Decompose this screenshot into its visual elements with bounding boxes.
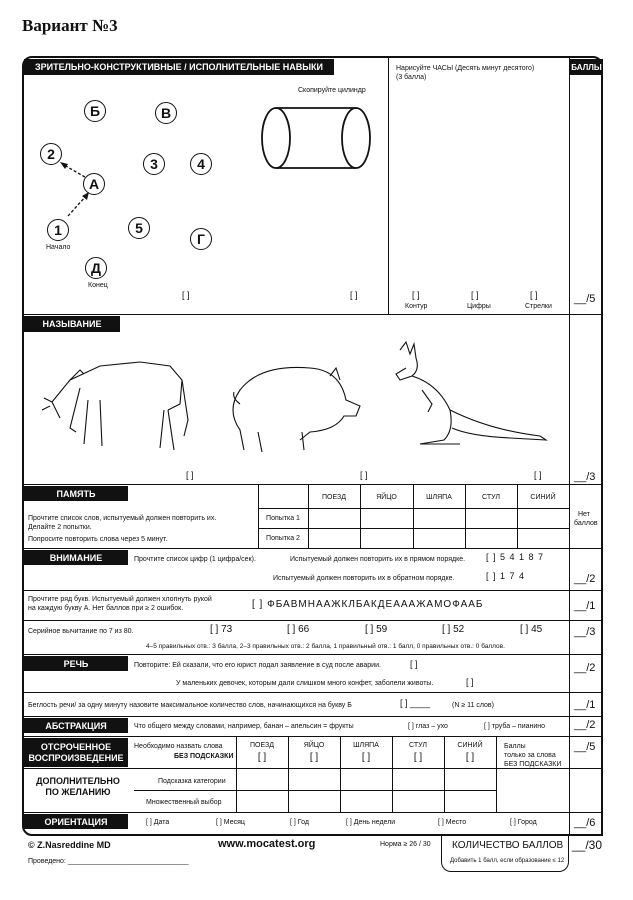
naming-checkbox-3[interactable]: [ ] xyxy=(534,470,542,480)
memory-trial-2: Попытка 2 xyxy=(266,534,300,542)
speech-sentence-2-box[interactable]: [ ] xyxy=(466,677,474,687)
trail-arrow-1-a xyxy=(68,196,86,216)
points-header: БАЛЛЫ xyxy=(570,59,603,75)
delayed-recall-header xyxy=(24,738,128,767)
memory-no-points-2: баллов xyxy=(574,520,598,527)
clock-hands-label: Стрелки xyxy=(525,303,552,310)
serial-1[interactable]: [ ] 73 xyxy=(210,624,233,635)
delayed-word-3: ШЛЯПА xyxy=(353,741,379,749)
trail-node-d: Д xyxy=(85,257,107,279)
delayed-instr-2: БЕЗ ПОДСКАЗКИ xyxy=(174,753,234,760)
orientation-date[interactable]: [ ] Дата xyxy=(146,819,170,826)
orientation-year[interactable]: [ ] Год xyxy=(290,819,309,826)
naming-score: __/3 xyxy=(574,471,596,483)
delayed-word-2: ЯЙЦО xyxy=(303,741,325,749)
delayed-instr-1: Необходимо назвать слова xyxy=(134,743,223,750)
clock-contour-checkbox[interactable]: [ ] xyxy=(412,290,420,300)
visuospatial-header: ЗРИТЕЛЬНО-КОНСТРУКТИВНЫЕ / ИСПОЛНИТЕЛЬНЫЕ НАВЫКИ xyxy=(24,59,334,75)
delayed-word-1: ПОЕЗД xyxy=(250,741,274,749)
website[interactable]: www.mocatest.org xyxy=(218,838,316,850)
delayed-box-3[interactable]: [ ] xyxy=(361,751,371,763)
speech-sentence-2: У маленьких девочек, которым дали слишком много конфет, заболели животы. xyxy=(176,680,434,687)
multiple-choice: Множественный выбор xyxy=(146,799,222,806)
trail-making-diagram xyxy=(30,90,380,300)
orientation-score: __/6 xyxy=(574,817,596,829)
conducted: Проведено: _______________________________ xyxy=(28,858,189,865)
hint-category: Подсказка категории xyxy=(158,778,226,785)
abstraction-item-2[interactable]: [ ] труба – пианино xyxy=(484,723,546,730)
memory-word-1: ПОЕЗД xyxy=(322,493,346,501)
memory-instr-2: Делайте 2 попытки. xyxy=(28,524,92,531)
abstraction-header: АБСТРАКЦИЯ xyxy=(24,718,128,733)
cylinder-checkbox[interactable]: [ ] xyxy=(350,290,358,300)
clock-points: (3 балла) xyxy=(396,74,427,81)
fluency-instruction: Беглость речи/ за одну минуту назовите максимальное количество слов, начинающихся на букву Б xyxy=(28,702,352,709)
trail-node-g: Г xyxy=(190,228,212,250)
serial-note-a: 4–5 правильных отв.: 3 балла, 2–3 правильных отв.: 2 балла, xyxy=(146,643,332,650)
digits-forward[interactable]: [ ] 5 4 1 8 7 xyxy=(486,552,545,562)
clock-contour-label: Контур xyxy=(405,303,428,310)
trail-node-1: 1 xyxy=(47,219,69,241)
memory-instr-1: Прочтите список слов, испытуемый должен повторить их. xyxy=(28,515,217,522)
trail-node-4: 4 xyxy=(190,153,212,175)
abstraction-score: __/2 xyxy=(574,719,596,731)
memory-word-3: ШЛЯПА xyxy=(426,493,452,501)
serial-4[interactable]: [ ] 52 xyxy=(442,624,465,635)
attention-score-3: __/3 xyxy=(574,626,596,638)
digits-instruction: Прочтите список цифр (1 цифра/сек). xyxy=(134,556,256,563)
digits-backward-label: Испытуемый должен повторить их в обратном порядке. xyxy=(273,575,455,582)
memory-trial-1: Попытка 1 xyxy=(266,514,300,522)
orientation-header: ОРИЕНТАЦИЯ xyxy=(24,814,128,829)
norm: Норма ≥ 26 / 30 xyxy=(380,841,431,848)
delayed-box-5[interactable]: [ ] xyxy=(465,751,475,763)
memory-instr-3: Попросите повторить слова через 5 минут. xyxy=(28,536,168,543)
speech-repeat-box[interactable]: [ ] xyxy=(410,659,418,669)
clock-digits-label: Цифры xyxy=(467,303,491,310)
optional-label-2: ПО ЖЕЛАНИЮ xyxy=(45,787,111,797)
digits-forward-label: Испытуемый должен повторить их в прямом порядке. xyxy=(290,556,466,563)
delayed-box-2[interactable]: [ ] xyxy=(309,751,319,763)
delayed-score: __/5 xyxy=(574,741,596,753)
clock-digits-checkbox[interactable]: [ ] xyxy=(471,290,479,300)
speech-header: РЕЧЬ xyxy=(24,656,128,671)
trail-node-2: 2 xyxy=(40,143,62,165)
pig-drawing xyxy=(233,367,360,452)
speech-score-2: __/1 xyxy=(574,699,596,711)
delayed-note-1: Баллы xyxy=(504,743,526,750)
trail-node-b: Б xyxy=(84,100,106,122)
copyright: © Z.Nasreddine MD xyxy=(28,840,111,850)
cylinder-instruction: Скопируйте цилиндр xyxy=(298,87,366,94)
delayed-header-1: ОТСРОЧЕННОЕ xyxy=(40,741,112,752)
donkey-drawing xyxy=(42,362,188,450)
speech-score-1: __/2 xyxy=(574,662,596,674)
digits-backward[interactable]: [ ] 1 7 4 xyxy=(486,571,526,581)
abstraction-item-1[interactable]: [ ] глаз – ухо xyxy=(408,723,448,730)
delayed-note-2: только за слова xyxy=(504,752,556,759)
memory-word-2: ЯЙЦО xyxy=(376,493,397,501)
speech-repeat: Повторите: Ей сказали, что его юрист подал заявление в суд после аварии. xyxy=(134,662,381,669)
serial-instruction: Серийное вычитание по 7 из 80. xyxy=(28,628,134,635)
memory-no-points: Нет xyxy=(578,511,590,518)
memory-header: ПАМЯТЬ xyxy=(24,486,128,501)
trail-node-3: 3 xyxy=(143,153,165,175)
naming-header: НАЗЫВАНИЕ xyxy=(24,316,120,332)
trail-arrow-a-2 xyxy=(64,165,85,177)
orientation-month[interactable]: [ ] Месяц xyxy=(216,819,245,826)
fluency-note: (N ≥ 11 слов) xyxy=(452,702,494,709)
trail-start-label: Начало xyxy=(46,244,71,251)
naming-animals xyxy=(40,340,570,460)
trail-node-5: 5 xyxy=(128,217,150,239)
trail-node-v: В xyxy=(155,102,177,124)
abstraction-question: Что общего между словами, например, банан – апельсин = фрукты xyxy=(134,723,354,730)
memory-word-4: СТУЛ xyxy=(482,493,500,501)
naming-checkbox-1[interactable]: [ ] xyxy=(186,470,194,480)
memory-word-5: СИНИЙ xyxy=(530,493,556,501)
optional-label xyxy=(26,776,130,798)
trail-end-label: Конец xyxy=(88,282,108,289)
serial-note xyxy=(146,642,505,651)
total-score: __/30 xyxy=(572,838,603,852)
attention-score-2: __/1 xyxy=(574,600,596,612)
letters-instr-2: на каждую букву А. Нет баллов при ≥ 2 ошибок. xyxy=(28,605,184,612)
orientation-city[interactable]: [ ] Город xyxy=(510,819,537,826)
total-label: КОЛИЧЕСТВО БАЛЛОВ xyxy=(452,840,564,851)
letters-sequence[interactable]: [ ] ФБАВМНААЖКЛБАКДЕАААЖАМОФААБ xyxy=(252,599,484,610)
delayed-word-5: СИНИЙ xyxy=(457,741,483,749)
orientation-place[interactable]: [ ] Место xyxy=(438,819,467,826)
kangaroo-drawing xyxy=(396,342,546,444)
trail-arrowhead-2 xyxy=(60,162,68,169)
attention-score-1: __/2 xyxy=(574,573,596,585)
cylinder-drawing xyxy=(262,108,370,168)
serial-3[interactable]: [ ] 59 xyxy=(365,624,388,635)
optional-label-1: ДОПОЛНИТЕЛЬНО xyxy=(36,776,120,786)
visuospatial-score: __/5 xyxy=(574,293,596,305)
trail-checkbox[interactable]: [ ] xyxy=(182,290,190,300)
delayed-word-4: СТУЛ xyxy=(409,741,427,749)
clock-instruction: Нарисуйте ЧАСЫ (Десять минут десятого) xyxy=(396,65,535,72)
variant-title: Вариант №3 xyxy=(22,16,118,35)
serial-note-b: 1 правильный отв.: 1 балл, 0 правильных отв.: 0 баллов. xyxy=(331,643,505,650)
trail-node-a: А xyxy=(83,173,105,195)
letters-instr-1: Прочтите ряд букв. Испытуемый должен хлопнуть рукой xyxy=(28,596,212,603)
fluency-box[interactable]: [ ] ____ xyxy=(400,698,431,708)
delayed-note-3: БЕЗ ПОДСКАЗКИ xyxy=(504,761,562,768)
clock-hands-checkbox[interactable]: [ ] xyxy=(530,290,538,300)
serial-5[interactable]: [ ] 45 xyxy=(520,624,543,635)
bonus-note: Добавить 1 балл, если образование ≤ 12 xyxy=(450,858,565,864)
orientation-weekday[interactable]: [ ] День недели xyxy=(346,819,396,826)
delayed-box-1[interactable]: [ ] xyxy=(257,751,267,763)
naming-checkbox-2[interactable]: [ ] xyxy=(360,470,368,480)
delayed-header-2: ВОСПРОИЗВЕДЕНИЕ xyxy=(28,752,124,763)
delayed-box-4[interactable]: [ ] xyxy=(413,751,423,763)
serial-2[interactable]: [ ] 66 xyxy=(287,624,310,635)
attention-header: ВНИМАНИЕ xyxy=(24,550,128,565)
